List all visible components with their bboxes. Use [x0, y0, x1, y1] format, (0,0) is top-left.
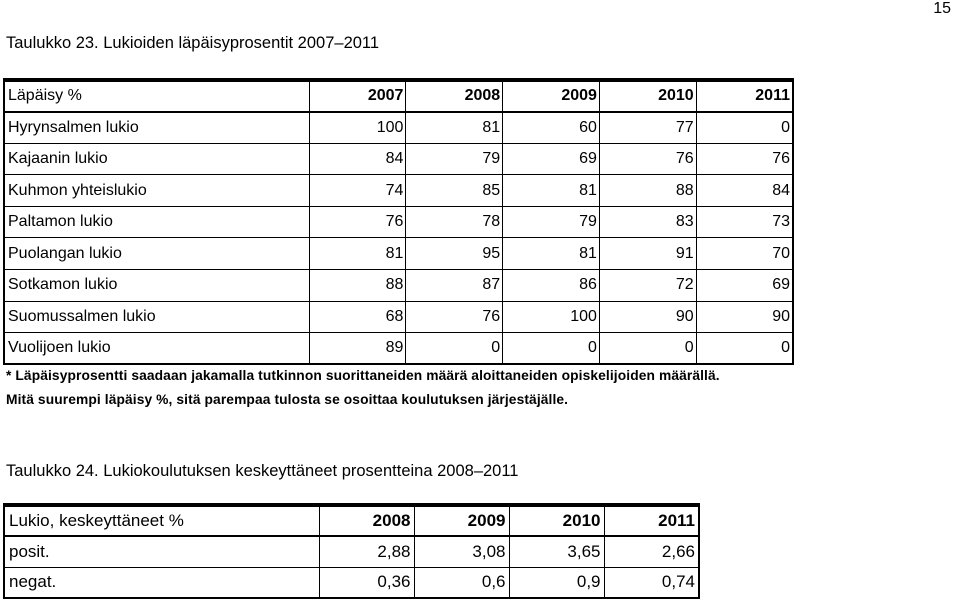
pass-rate-row: [4, 333, 793, 365]
table-23-note-2: Mitä suurempi läpäisy %, sitä parempaa tulosta se osoittaa koulutuksen järjestäjälle.: [6, 392, 569, 407]
pass-rate-cell: 81: [309, 238, 406, 270]
dropout-cell: 0,6: [414, 567, 509, 598]
pass-rate-cell: Sotkamon lukio: [4, 270, 309, 302]
dropout-header-cell: 2009: [414, 505, 509, 536]
pass-rate-cell: 79: [406, 143, 503, 175]
pass-rate-cell: 78: [406, 206, 503, 238]
pass-rate-cell: 76: [406, 301, 503, 333]
pass-rate-cell: 74: [309, 175, 406, 207]
dropout-header-cell: 2010: [509, 505, 604, 536]
pass-rate-cell: 88: [599, 175, 696, 207]
pass-rate-cell: 100: [503, 301, 600, 333]
pass-rate-header-cell: 2010: [599, 80, 696, 112]
pass-rate-row: [4, 175, 793, 207]
pass-rate-row: [4, 206, 793, 238]
dropout-cell: 3,65: [509, 536, 604, 567]
pass-rate-cell: 69: [696, 270, 793, 302]
pass-rate-cell: 90: [599, 301, 696, 333]
pass-rate-cell: 0: [599, 333, 696, 365]
pass-rate-row: [4, 301, 793, 333]
dropout-cell: 2,66: [604, 536, 699, 567]
pass-rate-cell: 86: [503, 270, 600, 302]
pass-rate-cell: 73: [696, 206, 793, 238]
dropout-row: [4, 536, 699, 567]
table-23-caption: Taulukko 23. Lukioiden läpäisyprosentit 2007–2011: [6, 34, 380, 52]
pass-rate-cell: 81: [503, 175, 600, 207]
pass-rate-cell: 77: [599, 112, 696, 144]
pass-rate-cell: 81: [406, 112, 503, 144]
dropout-header-cell: Lukio, keskeyttäneet %: [4, 505, 319, 536]
pass-rate-cell: 76: [599, 143, 696, 175]
pass-rate-cell: 84: [309, 143, 406, 175]
pass-rate-cell: Paltamon lukio: [4, 206, 309, 238]
pass-rate-cell: 60: [503, 112, 600, 144]
pass-rate-cell: 0: [696, 333, 793, 365]
pass-rate-cell: 79: [503, 206, 600, 238]
pass-rate-cell: 90: [696, 301, 793, 333]
pass-rate-cell: 81: [503, 238, 600, 270]
pass-rate-cell: Kuhmon yhteislukio: [4, 175, 309, 207]
dropout-cell: 0,36: [319, 567, 414, 598]
pass-rate-cell: 69: [503, 143, 600, 175]
pass-rate-header-cell: Läpäisy %: [4, 80, 309, 112]
pass-rate-header-cell: 2008: [406, 80, 503, 112]
pass-rate-row: [4, 270, 793, 302]
table-23-note-1: * Läpäisyprosentti saadaan jakamalla tutkinnon suorittaneiden määrä aloittaneiden opiskelijoiden määrällä.: [6, 368, 720, 383]
pass-rate-cell: 87: [406, 270, 503, 302]
pass-rate-cell: 84: [696, 175, 793, 207]
pass-rate-cell: 88: [309, 270, 406, 302]
pass-rate-header-cell: 2007: [309, 80, 406, 112]
pass-rate-cell: 0: [696, 112, 793, 144]
dropout-cell: negat.: [4, 567, 319, 598]
dropout-row: [4, 567, 699, 598]
pass-rate-cell: Suomussalmen lukio: [4, 301, 309, 333]
pass-rate-cell: 0: [406, 333, 503, 365]
pass-rate-header-cell: 2009: [503, 80, 600, 112]
pass-rate-cell: 95: [406, 238, 503, 270]
pass-rate-row: [4, 112, 793, 144]
pass-rate-cell: 76: [696, 143, 793, 175]
pass-rate-cell: Puolangan lukio: [4, 238, 309, 270]
pass-rate-cell: Kajaanin lukio: [4, 143, 309, 175]
pass-rate-cell: 100: [309, 112, 406, 144]
pass-rate-cell: Vuolijoen lukio: [4, 333, 309, 365]
pass-rate-cell: 83: [599, 206, 696, 238]
page-number: 15: [933, 0, 951, 17]
pass-rate-header-row: [4, 80, 793, 112]
pass-rate-cell: 85: [406, 175, 503, 207]
pass-rate-row: [4, 143, 793, 175]
pass-rate-row: [4, 238, 793, 270]
dropout-table: [3, 503, 700, 599]
dropout-cell: posit.: [4, 536, 319, 567]
pass-rate-header-cell: 2011: [696, 80, 793, 112]
dropout-cell: 2,88: [319, 536, 414, 567]
pass-rate-cell: 68: [309, 301, 406, 333]
dropout-header-cell: 2008: [319, 505, 414, 536]
pass-rate-cell: 76: [309, 206, 406, 238]
pass-rate-cell: 72: [599, 270, 696, 302]
pass-rate-cell: 89: [309, 333, 406, 365]
pass-rate-cell: Hyrynsalmen lukio: [4, 112, 309, 144]
pass-rate-cell: 91: [599, 238, 696, 270]
pass-rate-table: [3, 78, 794, 365]
table-24-caption: Taulukko 24. Lukiokoulutuksen keskeyttäneet prosentteina 2008–2011: [6, 462, 519, 480]
dropout-cell: 0,74: [604, 567, 699, 598]
dropout-header-cell: 2011: [604, 505, 699, 536]
pass-rate-cell: 0: [503, 333, 600, 365]
dropout-cell: 3,08: [414, 536, 509, 567]
pass-rate-cell: 70: [696, 238, 793, 270]
dropout-header-row: [4, 505, 699, 536]
dropout-cell: 0,9: [509, 567, 604, 598]
